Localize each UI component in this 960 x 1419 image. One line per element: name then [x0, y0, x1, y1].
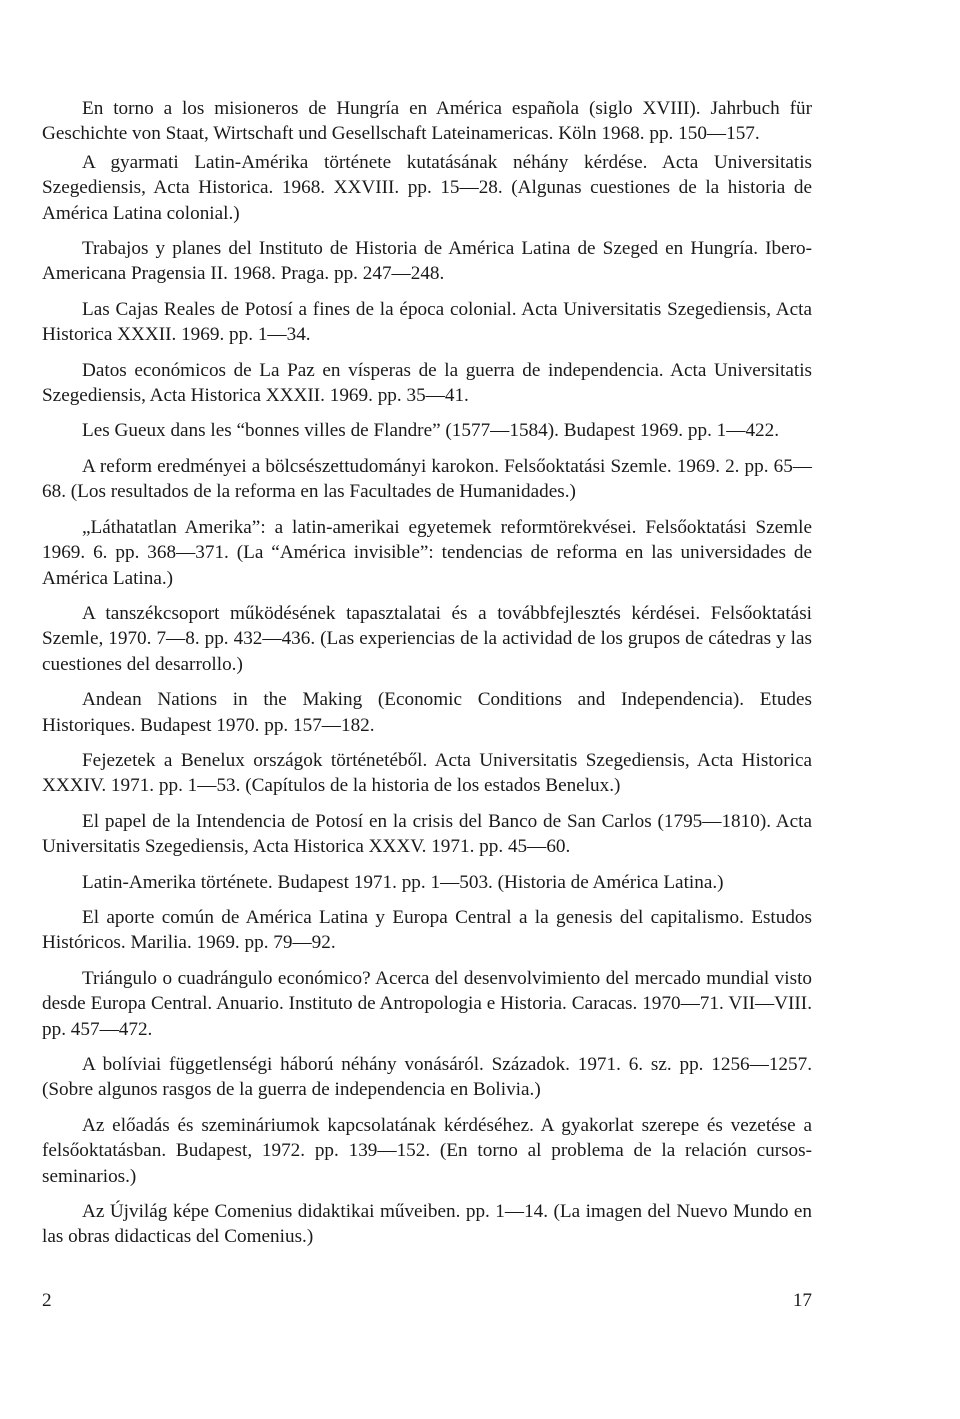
bibliography-entry: Andean Nations in the Making (Economic Conditions and Independencia). Etudes Historiques. Budapest 1970. pp. 157—182. [42, 689, 812, 736]
bibliography-entry: A bolíviai függetlenségi háború néhány vonásáról. Századok. 1971. 6. sz. pp. 1256—1257. (Sobre algunos rasgos de la guerra de independencia en Bolivia.) [42, 1054, 812, 1101]
bibliography-entry: El papel de la Intendencia de Potosí en la crisis del Banco de San Carlos (1795—1810). Acta Universitatis Szegediensis, Acta Historica XXXV. 1971. pp. 45—60. [42, 810, 812, 858]
bibliography-entry: Az Újvilág képe Comenius didaktikai műveiben. pp. 1—14. (La imagen del Nuevo Mundo en las obras didacticas del Comenius.) [42, 1201, 812, 1248]
bibliography-entry: A gyarmati Latin-Amérika története kutatásának néhány kérdése. Acta Universitatis Szegediensis, Acta Historica. 1968. XXVIII. pp. 15—28. (Algunas cuestiones de la historia de América Latina colonial.) [42, 151, 812, 224]
bibliography-entry: Las Cajas Reales de Potosí a fines de la época colonial. Acta Universitatis Szegediensis, Acta Historica XXXII. 1969. pp. 1—34. [42, 298, 812, 346]
bibliography-entry: Datos económicos de La Paz en vísperas de la guerra de independencia. Acta Universitatis Szegediensis, Acta Historica XXXII. 1969. pp. 35—41. [42, 359, 812, 407]
bibliography-entry: „Láthatatlan Amerika”: a latin-amerikai egyetemek reformtörekvései. Felsőoktatási Szemle 1969. 6. pp. 368—371. (La “América invisible”: tendencias de reforma en las universidades de América Latina.) [42, 516, 812, 589]
page-footer [42, 1290, 812, 1312]
bibliography-entry: Az előadás és szemináriumok kapcsolatának kérdéséhez. A gyakorlat szerepe és vezetése a felsőoktatásban. Budapest, 1972. pp. 139—152. (En torno al problema de la relación cursos-seminarios.) [42, 1114, 812, 1187]
bibliography-list [42, 96, 812, 1260]
bibliography-entry: Fejezetek a Benelux országok történetéből. Acta Universitatis Szegediensis, Acta Historica XXXIV. 1971. pp. 1—53. (Capítulos de la historia de los estados Benelux.) [42, 749, 812, 797]
bibliography-entry: Les Gueux dans les “bonnes villes de Flandre” (1577—1584). Budapest 1969. pp. 1—422. [82, 420, 780, 442]
bibliography-entry: Latin-Amerika története. Budapest 1971. pp. 1—503. (Historia de América Latina.) [82, 871, 724, 893]
page-number: 17 [792, 1290, 812, 1311]
bibliography-entry: Triángulo o cuadrángulo económico? Acerca del desenvolvimiento del mercado mundial visto desde Europa Central. Anuario. Instituto de Antropologia e Historia. Caracas. 1970—71. VII—VIII. pp. 457—472. [42, 967, 812, 1040]
bibliography-entry: Trabajos y planes del Instituto de Historia de América Latina de Szeged en Hungría. Ibero-Americana Pragensia II. 1968. Praga. pp. 247—248. [42, 238, 812, 285]
bibliography-entry: El aporte común de América Latina y Europa Central a la genesis del capitalismo. Estudos Históricos. Marilia. 1969. pp. 79—92. [42, 906, 812, 954]
bibliography-entry: A reform eredményei a bölcsészettudományi karokon. Felsőoktatási Szemle. 1969. 2. pp. 65—68. (Los resultados de la reforma en las Facultades de Humanidades.) [42, 455, 812, 503]
bibliography-entry: A tanszékcsoport működésének tapasztalatai és a továbbfejlesztés kérdései. Felsőoktatási Szemle, 1970. 7—8. pp. 432—436. (Las experiencias de la actividad de los grupos de cátedras y las cuestiones del desarrollo.) [42, 602, 812, 675]
bibliography-entry: En torno a los misioneros de Hungría en América española (siglo XVIII). Jahrbuch für Geschichte von Staat, Wirtschaft und Gesellschaft Lateinamericas. Köln 1968. pp. 150—157. [42, 98, 812, 145]
footer-left-number: 2 [42, 1290, 52, 1311]
